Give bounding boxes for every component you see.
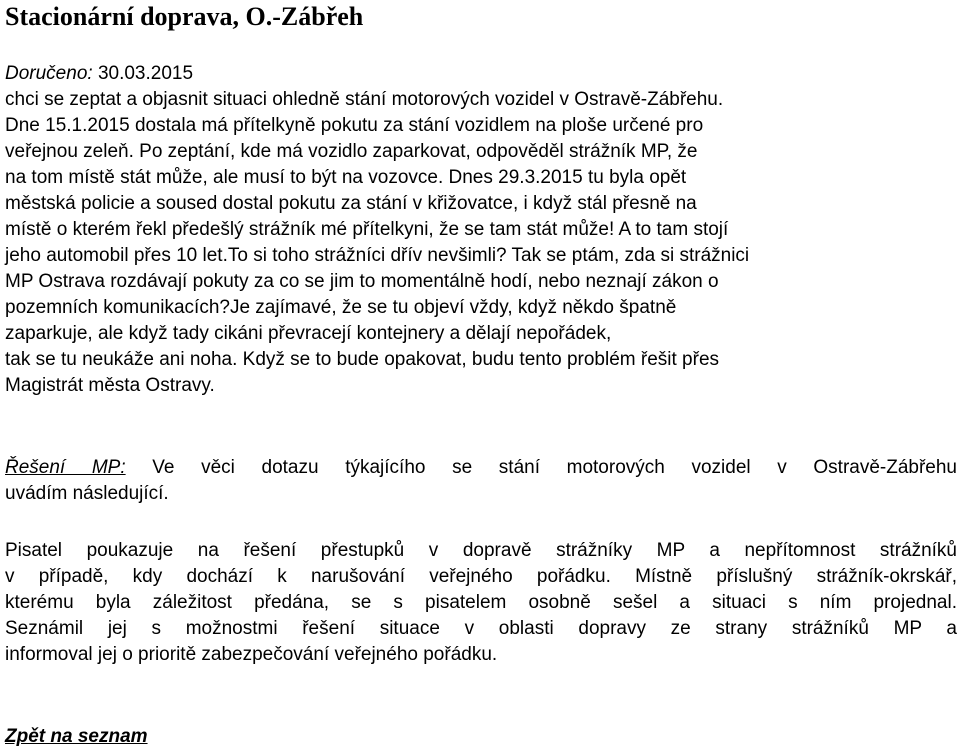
question-line-12: Magistrát města Ostravy. — [5, 375, 215, 396]
received-date: 30.03.2015 — [97, 63, 194, 84]
answer-body-line-3: kterému byla záležitost předána, se s pisatelem osobně sešel a situaci s ním projednal. — [5, 592, 957, 613]
question-line-7: jeho automobil přes 10 let.To si toho strážníci dřív nevšimli? Tak se ptám, zda si strážnici — [5, 245, 750, 266]
answer-intro-line-2: uvádím následující. — [5, 483, 169, 504]
answer-intro-line — [5, 456, 957, 480]
received-label: Doručeno: — [5, 63, 93, 84]
question-line-9: pozemních komunikacích?Je zajímavé, že se tu objeví vždy, když někdo špatně — [5, 297, 677, 318]
received-line — [5, 62, 193, 86]
answer-body-line-2: v případě, kdy dochází k narušování veřejného pořádku. Místně příslušný strážník-okrskář, — [5, 566, 957, 587]
page-title: Stacionární doprava, O.-Zábřeh — [5, 2, 364, 31]
question-line-1: chci se zeptat a objasnit situaci ohledně stání motorových vozidel v Ostravě-Zábřehu. — [5, 89, 724, 110]
question-line-3: veřejnou zeleň. Po zeptání, kde má vozidlo zaparkovat, odpověděl strážník MP, že — [5, 141, 698, 162]
question-line-5: městská policie a soused dostal pokutu za stání v křižovatce, i když stál přesně na — [5, 193, 697, 214]
answer-intro-text: Ve věci dotazu týkajícího se stání motorových vozidel v Ostravě-Zábřehu — [152, 457, 957, 478]
question-line-11: tak se tu neukáže ani noha. Když se to bude opakovat, budu tento problém řešit přes — [5, 349, 720, 370]
answer-body-line-1: Pisatel poukazuje na řešení přestupků v dopravě strážníky MP a nepřítomnost strážníků — [5, 540, 957, 561]
question-line-10: zaparkuje, ale když tady cikáni převracejí kontejnery a dělají nepořádek, — [5, 323, 612, 344]
question-line-4: na tom místě stát může, ale musí to být na vozovce. Dnes 29.3.2015 tu byla opět — [5, 167, 687, 188]
question-line-8: MP Ostrava rozdávají pokuty za co se jim to momentálně hodí, nebo neznají zákon o — [5, 271, 719, 292]
answer-body-line-4: Seznámil jej s možnostmi řešení situace v oblasti dopravy ze strany strážníků MP a — [5, 618, 957, 639]
answer-body-line-5: informoval jej o prioritě zabezpečování veřejného pořádku. — [5, 644, 498, 665]
back-to-list-link[interactable]: Zpět na seznam — [5, 726, 148, 747]
answer-label: Řešení MP: — [5, 457, 126, 478]
question-line-6: místě o kterém řekl předešlý strážník mé přítelkyni, že se tam stát může! A to tam stojí — [5, 219, 729, 240]
question-line-2: Dne 15.1.2015 dostala má přítelkyně pokutu za stání vozidlem na ploše určené pro — [5, 115, 704, 136]
